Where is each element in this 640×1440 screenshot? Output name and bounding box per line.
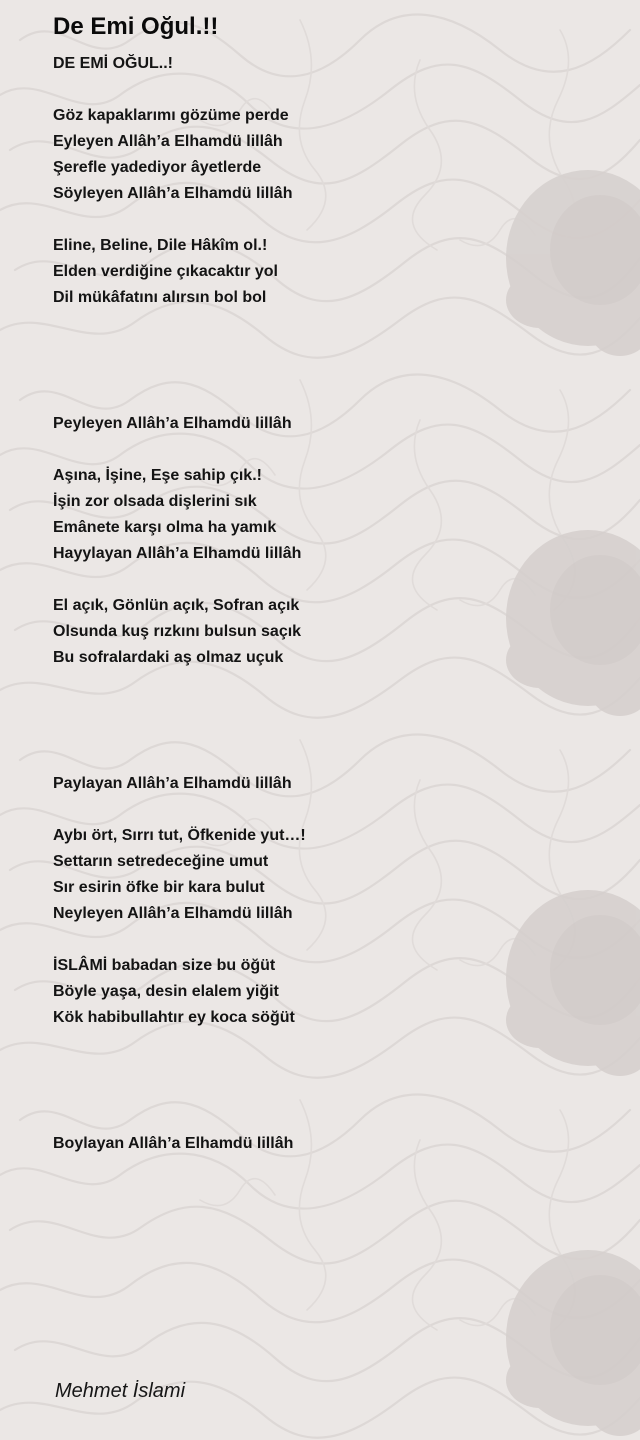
poem-line: Dil mükâfatını alırsın bol bol (53, 289, 267, 306)
poem-line: Paylayan Allâh’a Elhamdü lillâh (53, 775, 292, 792)
poem-line: Olsunda kuş rızkını bulsun saçık (53, 623, 302, 640)
poem-line: Neyleyen Allâh’a Elhamdü lillâh (53, 905, 293, 922)
poem-line: Peyleyen Allâh’a Elhamdü lillâh (53, 415, 292, 432)
poem-line: Böyle yaşa, desin elalem yiğit (53, 983, 279, 1000)
poem-line: Emânete karşı olma ha yamık (53, 519, 277, 536)
poem-line: Aybı ört, Sırrı tut, Öfkenide yut…! (53, 827, 306, 844)
poem-line: Boylayan Allâh’a Elhamdü lillâh (53, 1135, 294, 1152)
poem-line: El açık, Gönlün açık, Sofran açık (53, 597, 300, 614)
poem-line: Bu sofralardaki aş olmaz uçuk (53, 649, 284, 666)
poem-line: Göz kapaklarımı gözüme perde (53, 107, 289, 124)
poem-title: De Emi Oğul.!! (53, 13, 219, 40)
poem-line: Elden verdiğine çıkacaktır yol (53, 263, 278, 280)
poem-line: Söyleyen Allâh’a Elhamdü lillâh (53, 185, 293, 202)
poem-author: Mehmet İslami (55, 1380, 186, 1402)
poem-line: Hayylayan Allâh’a Elhamdü lillâh (53, 545, 302, 562)
poem-line: Kök habibullahtır ey koca söğüt (53, 1009, 295, 1026)
poem-line: İşin zor olsada dişlerini sık (53, 493, 257, 510)
poem-line: Sır esirin öfke bir kara bulut (53, 879, 265, 896)
poem-line: Şerefle yadediyor âyetlerde (53, 159, 262, 176)
poem-subtitle: DE EMİ OĞUL..! (53, 55, 173, 72)
poem-line: Aşına, İşine, Eşe sahip çık.! (53, 467, 262, 484)
poem-line: Eyleyen Allâh’a Elhamdü lillâh (53, 133, 283, 150)
poem-line: Eline, Beline, Dile Hâkîm ol.! (53, 237, 268, 254)
poem-line: Settarın setredeceğine umut (53, 853, 269, 870)
poem-line: İSLÂMİ babadan size bu öğüt (53, 957, 276, 974)
